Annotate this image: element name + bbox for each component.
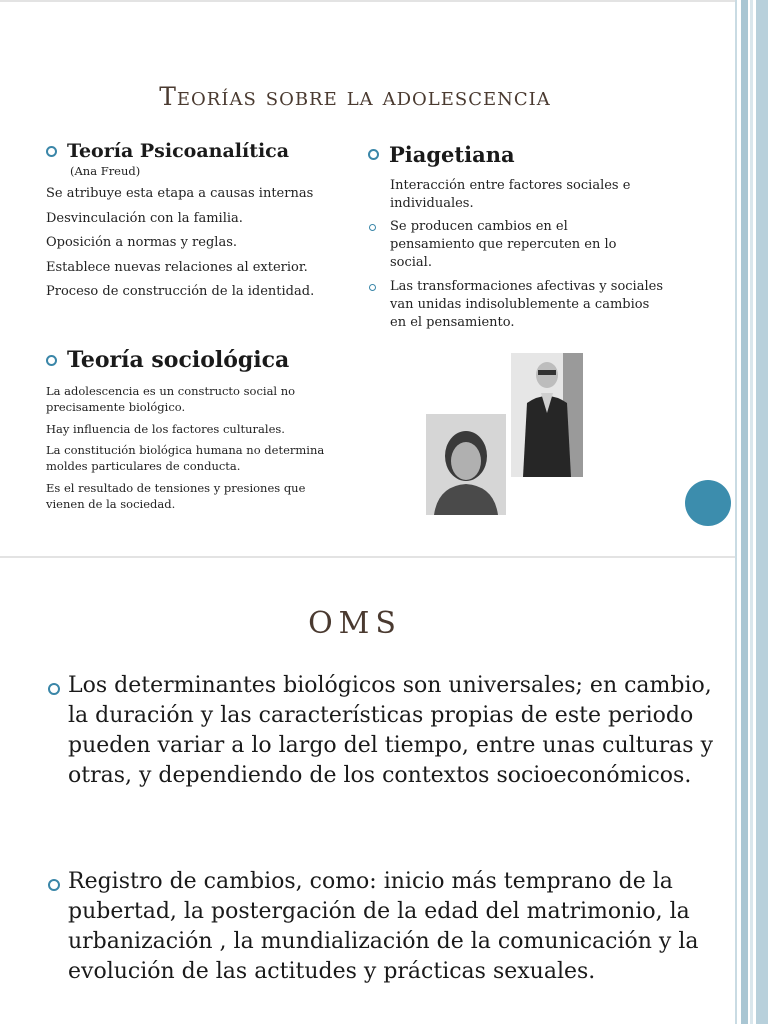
sub-bullet-icon: [369, 224, 376, 231]
decor-circle: [685, 480, 731, 526]
psico-line: Se atribuye esta etapa a causas internas: [46, 186, 314, 201]
socio-heading-label: Teoría sociológica: [67, 347, 290, 373]
decor-stripe: [750, 0, 753, 1024]
oms-paragraph: Registro de cambios, como: inicio más temprano de la pubertad, la postergación de la edad del matrimonio, la urbanización , la mundialización de la comunicación y la evolución de las actitudes y prácticas sexuales.: [68, 869, 699, 984]
bullet-icon: [368, 149, 379, 160]
socio-item-text: Hay influencia de los factores culturales.: [46, 422, 285, 436]
psico-heading: [46, 140, 289, 162]
piaget-heading: [368, 142, 515, 167]
oms-paragraph: Los determinantes biológicos son universales; en cambio, la duración y las características propias de este periodo pueden variar a lo largo del tiempo, entre unas culturas y otras, y dependiendo de los contextos socioeconómicos.: [68, 673, 714, 788]
bullet-icon: [48, 683, 60, 695]
socio-item: [46, 421, 336, 437]
sub-bullet-icon: [369, 284, 376, 291]
psico-line: Desvinculación con la familia.: [46, 211, 243, 226]
piaget-bullet: Las transformaciones afectivas y sociales van unidas indisolublemente a cambios en el pensamiento.: [390, 279, 663, 330]
piaget-bullet: Se producen cambios en el pensamiento que repercuten en lo social.: [390, 219, 617, 270]
bullet-icon: [48, 879, 60, 891]
psico-line: Proceso de construcción de la identidad.: [46, 284, 315, 299]
piaget-heading-label: Piagetiana: [389, 142, 515, 167]
bullet-icon: [46, 355, 57, 366]
slide-divider: [0, 0, 735, 2]
portrait-photo-freud: [426, 414, 506, 515]
socio-item: [46, 383, 316, 415]
piaget-intro: Interacción entre factores sociales e individuales.: [390, 178, 631, 211]
socio-item-text: La constitución biológica humana no determina moldes particulares de conducta.: [46, 443, 325, 473]
bullet-icon: [46, 146, 57, 157]
decor-stripe: [735, 0, 737, 1024]
socio-item: [46, 442, 336, 474]
socio-heading: [46, 347, 289, 373]
decor-stripe: [741, 0, 748, 1024]
psico-author: (Ana Freud): [70, 164, 141, 178]
slide-title: OMS: [308, 606, 402, 641]
slide-title: Teorías sobre la adolescencia: [159, 82, 551, 111]
decor-stripe: [756, 0, 768, 1024]
portrait-photo-piaget: [511, 353, 583, 477]
psico-heading-label: Teoría Psicoanalítica: [67, 140, 290, 162]
socio-item-text: Es el resultado de tensiones y presiones que vienen de la sociedad.: [46, 481, 306, 511]
slide-divider: [0, 556, 735, 558]
psico-line: Establece nuevas relaciones al exterior.: [46, 260, 308, 275]
socio-item: [46, 480, 316, 512]
socio-item-text: La adolescencia es un constructo social no precisamente biológico.: [46, 384, 296, 414]
psico-line: Oposición a normas y reglas.: [46, 235, 238, 250]
